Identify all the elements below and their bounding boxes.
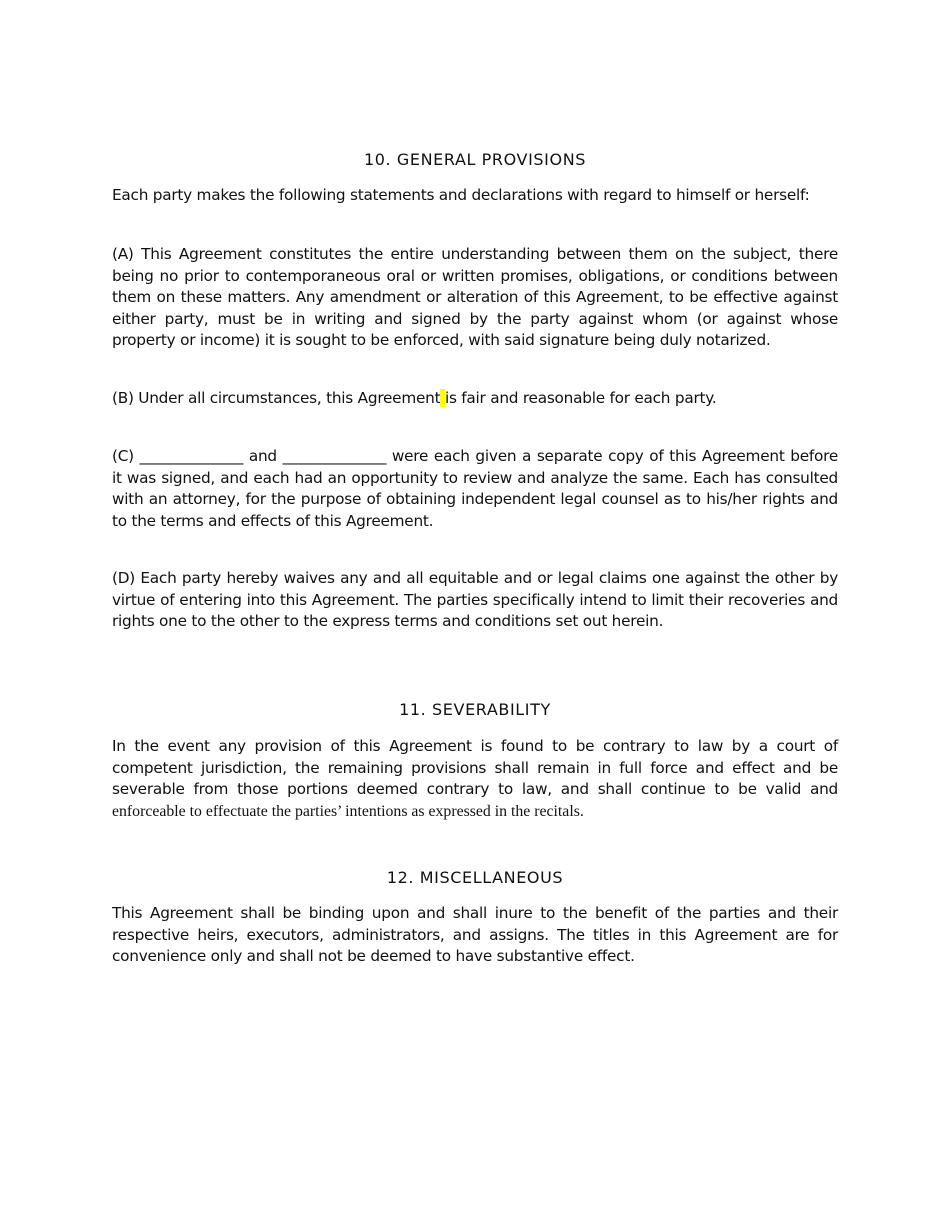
clause-c-paragraph: (C) ______________ and ______________ were each given a separate copy of this Agreement before it was signed, and each had an opportunity to review and analyze the same. Each has consulted with an attorney, for the purpose of obtaining independent legal counsel as to his/her rights and to the terms and effects of this Agreement. [112, 447, 838, 530]
severability-paragraph [112, 736, 838, 822]
severability-text: In the event any provision of this Agreement is found to be contrary to law by a court of competent jurisdiction, the remaining provisions shall remain in full force and effect and be severable from those portions deemed contrary to law, and shall continue to be valid and [112, 737, 838, 798]
clause-d-paragraph: (D) Each party hereby waives any and all equitable and or legal claims one against the other by virtue of entering into this Agreement. The parties specifically intend to limit their recoveries and rights one to the other to the express terms and conditions set out herein. [112, 569, 838, 630]
section-11-heading: 11. SEVERABILITY [399, 700, 551, 719]
clause-b-paragraph [112, 388, 838, 410]
clause-a-paragraph: (A) This Agreement constitutes the entire understanding between them on the subject, there being no prior to contemporaneous oral or written promises, obligations, or conditions between them on these matters. Any amendment or alteration of this Agreement, to be effective against either party, must be in writing and signed by the party against whom (or against whose property or income) it is sought to be enforced, with said signature being duly notarized. [112, 245, 838, 349]
section-10-heading: 10. GENERAL PROVISIONS [363, 150, 587, 169]
clause-b-text-end: is fair and reasonable for each party. [444, 389, 717, 407]
section-12-heading: 12. MISCELLANEOUS [386, 868, 564, 887]
clause-b-text-start: (B) Under all circumstances, this Agreement [112, 389, 441, 407]
section-10-intro: Each party makes the following statements and declarations with regard to himself or herself: [112, 186, 810, 204]
severability-text-tail: enforceable to effectuate the parties’ intentions as expressed in the recitals. [112, 802, 584, 820]
miscellaneous-paragraph: This Agreement shall be binding upon and shall inure to the benefit of the parties and their respective heirs, executors, administrators, and assigns. The titles in this Agreement are for convenience only and shall not be deemed to have substantive effect. [112, 904, 838, 965]
